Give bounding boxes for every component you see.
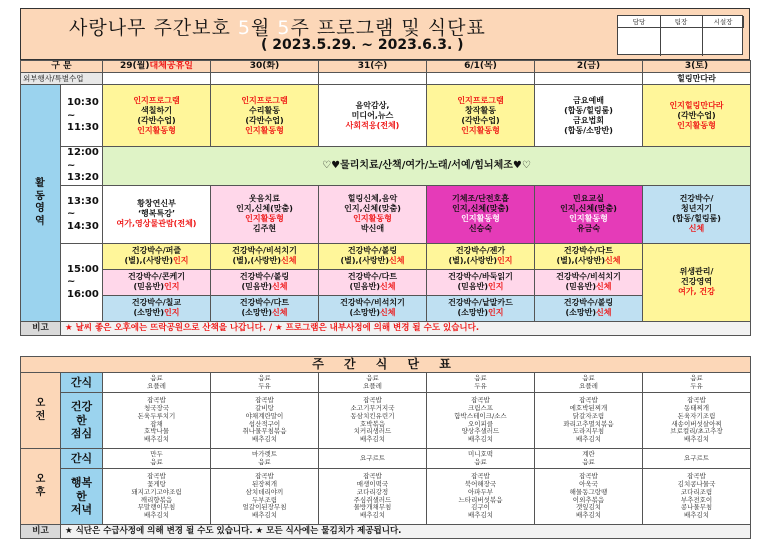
slot4-r1-thu: 건강박수/젠가 (별),(사랑반)인지 [427,243,535,269]
slot4-r1-mon: 건강박수/퍼즐 (별),(사랑반)인지 [103,243,211,269]
am-snack-thu: 음료 두유 [427,373,535,393]
lunch-wed: 잡곡밥 소고기무거지국 동삼치킨유린기 호박볶음 치커리생러드 배추김치 [319,393,427,449]
program-table [20,60,751,336]
slot4-r1-tue: 건강박수/비석치기 (별),(사랑반)신체 [211,243,319,269]
slot4-r2-thu: 건강박수/바둑읽기 (믿음반)인지 [427,269,535,295]
slot4-r3-fri: 건강박수/볼링 (소망반)신체 [535,295,643,321]
menu-note-text: ★ 식단은 수급사정에 의해 변경 될 수도 있습니다. ★ 모든 식사에는 물김치가 제공됩니다. [61,525,751,539]
category-header: 구 분 [21,61,103,73]
period-range: ( 2023.5.29. ~ 2023.6.3. ) [261,37,464,53]
outing-sat: 힐링만다라 [643,73,751,85]
pm-snack-wed: 요구르트 [319,449,427,469]
approval-box [617,15,743,55]
pm-snack-mon: 만두 음료 [103,449,211,469]
morning-label: 오 전 [21,373,61,449]
am-snack-mon: 음료 요플레 [103,373,211,393]
pm-snack-row [21,449,751,469]
slot4-time: 15:00 ~ 16:00 [61,243,103,321]
slot1-sat: 인지힐링만다라 (각반수업) 인지활동형 [643,85,751,147]
approval-director: 시설장 [713,18,733,26]
lunch-fri: 잡곡밥 에호박된찌개 닭갈자조림 꽈리고추멸치볶음 도라지무침 배추김치 [535,393,643,449]
day-wed: 31(수) [319,61,427,73]
activity-area-label: 활 동 영 역 [21,85,61,322]
approval-staff: 담당 [632,18,646,26]
lunch-mon: 잡곡밥 청국장국 돈육두루치기 잡채 호박나물 배추김치 [103,393,211,449]
slot1-wed: 음악감상, 미디어,뉴스 사회적응(전체) [319,85,427,147]
slot4-r3-wed: 건강박수/비석치기 (소망반)신체 [319,295,427,321]
day-thu: 6/1(목) [427,61,535,73]
slot3-sat: 건강박수/ 청년지기 (합동/힐링룸) 신체 [643,185,751,243]
menu-note-label: 비고 [21,525,61,539]
slot3-tue: 웃음치료 인지,신체(맞춤) 인지활동형 김주현 [211,185,319,243]
slot4-r3-mon: 건강박수/칠교 (소망반)인지 [103,295,211,321]
day-header-row [21,61,751,73]
weekly-program-sheet [20,8,750,535]
slot4-r1-fri: 건강박수/다트 (별),(사랑반)신체 [535,243,643,269]
am-snack-fri: 음료 요플레 [535,373,643,393]
slot1-row [21,85,751,147]
dinner-label: 행복 한 저녁 [61,469,103,525]
slot3-wed: 힐링신체,음악 인지,신체(맞춤) 인지활동형 박신애 [319,185,427,243]
slot3-thu: 기체조/단전호흡 인지,신체(맞춤) 인지활동형 신승숙 [427,185,535,243]
slot4-r2-mon: 건강박수/콘케기 (믿음반)인지 [103,269,211,295]
slot4-row1 [21,243,751,269]
slot4-r3-thu: 건강박수/낱말카드 (소망반)인지 [427,295,535,321]
pm-snack-thu: 미니호떡 음료 [427,449,535,469]
page-title [69,13,486,40]
approval-lead: 팀장 [674,18,688,26]
lunch-sat: 잡곡밥 동태찌개 돈육자기조림 새송이버섯살아찌 브로컬리/초고추장 배추김치 [643,393,751,449]
lunch-tue: 잡곡밥 갈비탕 야채계란말이 섭산적구이 취나물무침볶음 배추김치 [211,393,319,449]
slot3-time: 13:30 ~ 14:30 [61,185,103,243]
afternoon-label: 오 후 [21,449,61,525]
slot3-row [21,185,751,243]
pm-snack-fri: 계란 음료 [535,449,643,469]
day-fri: 2(금) [535,61,643,73]
slot4-row2 [21,269,751,295]
slot4-r2-tue: 건강박수/볼링 (믿음반)신체 [211,269,319,295]
dinner-mon: 잡곡밥 꽃게탕 돼지고기고야조림 깨리향볶음 무말랭이무침 배추김치 [103,469,211,525]
title-month: 5 [237,17,252,39]
dinner-wed: 잡곡밥 매생이떡국 코다리강정 주심쥐샐러드 물방개채무침 배추김치 [319,469,427,525]
dinner-thu: 잡곡밥 북어해장국 아파두부 느타리버섯볶음 김구이 배추김치 [427,469,535,525]
day-tue: 30(화) [211,61,319,73]
title-month-unit: 월 [251,17,271,39]
dinner-fri: 잡곡밥 아욱국 해물동그랑땡 이외추볶음 갯잎김치 배추김치 [535,469,643,525]
menu-title: 주 간 식 단 표 [21,357,751,373]
slot2-time: 12:00 ~ 13:20 [61,147,103,186]
slot4-r3-tue: 건강박수/다트 (소망반)신체 [211,295,319,321]
slot2-all: ♡♥물리치료/산책/여가/노래/서예/힘뇌체조♥♡ [103,147,751,186]
lunch-thu: 잡곡밥 크림스프 함박스테이크/소스 오이피클 양상추샐러드 배추김치 [427,393,535,449]
lunch-label: 건강 한 점심 [61,393,103,449]
slot3-mon: 황창연신부 ‘행복특강’ 여가,영상물관람(전체) [103,185,211,243]
lunch-row [21,393,751,449]
slot1-tue: 인지프로그램 수리활동 (각반수업) 인지활동형 [211,85,319,147]
slot4-sat: 위생관리/ 건강영역 여가, 건강 [643,243,751,321]
title-suffix: 주 프로그램 및 식단표 [290,17,486,39]
slot1-fri: 금요예배 (합동/힐링룸) 금요법회 (합동/소망반) [535,85,643,147]
slot3-fri: 민요교실 인지,신체(맞춤) 인지활동형 유금숙 [535,185,643,243]
day-mon: 29(월)대체공휴일 [103,61,211,73]
am-snack-sat: 음료 두유 [643,373,751,393]
am-snack-wed: 음료 요플레 [319,373,427,393]
am-snack-row [21,373,751,393]
title-week: 5 [277,17,291,39]
outing-label: 외부행사/특별수업 [21,73,103,85]
program-note-row [21,321,751,335]
pm-snack-sat: 요구르트 [643,449,751,469]
pm-snack-label: 간식 [61,449,103,469]
program-note-text: ★ 날씨 좋은 오후에는 뜨락공원으로 산책을 나갑니다. / ★ 프로그램은 내부사정에 의해 변경 될 수도 있습니다. [61,321,751,335]
am-snack-label: 간식 [61,373,103,393]
menu-table [20,356,751,539]
slot4-r1-wed: 건강박수/볼링 (별),(사랑반)신체 [319,243,427,269]
dinner-tue: 잡곡밥 된장찌개 삼치데리야끼 두부조림 얼갈이된장무침 배추김치 [211,469,319,525]
outing-row [21,73,751,85]
program-note-label: 비고 [21,321,61,335]
am-snack-tue: 음료 두유 [211,373,319,393]
slot4-row3 [21,295,751,321]
menu-title-row [21,357,751,373]
title-text: 사랑나무 주간보호 [69,17,231,39]
slot1-time: 10:30 ~ 11:30 [61,85,103,147]
menu-note-row [21,525,751,539]
day-sat: 3(토) [643,61,751,73]
dinner-row [21,469,751,525]
slot4-r2-fri: 건강박수/비석치기 (믿음반)신체 [535,269,643,295]
dinner-sat: 잡곡밥 김치콩나물국 코다리조림 부추전호이 콩나물무침 배추김치 [643,469,751,525]
slot1-mon: 인지프로그램 색칠하기 (각반수업) 인지활동형 [103,85,211,147]
slot4-r2-wed: 건강박수/다트 (믿음반)신체 [319,269,427,295]
pm-snack-tue: 마가렛트 음료 [211,449,319,469]
slot2-row [21,147,751,186]
title-banner [20,8,750,60]
slot1-thu: 인지프로그램 창작활동 (각반수업) 인지활동형 [427,85,535,147]
